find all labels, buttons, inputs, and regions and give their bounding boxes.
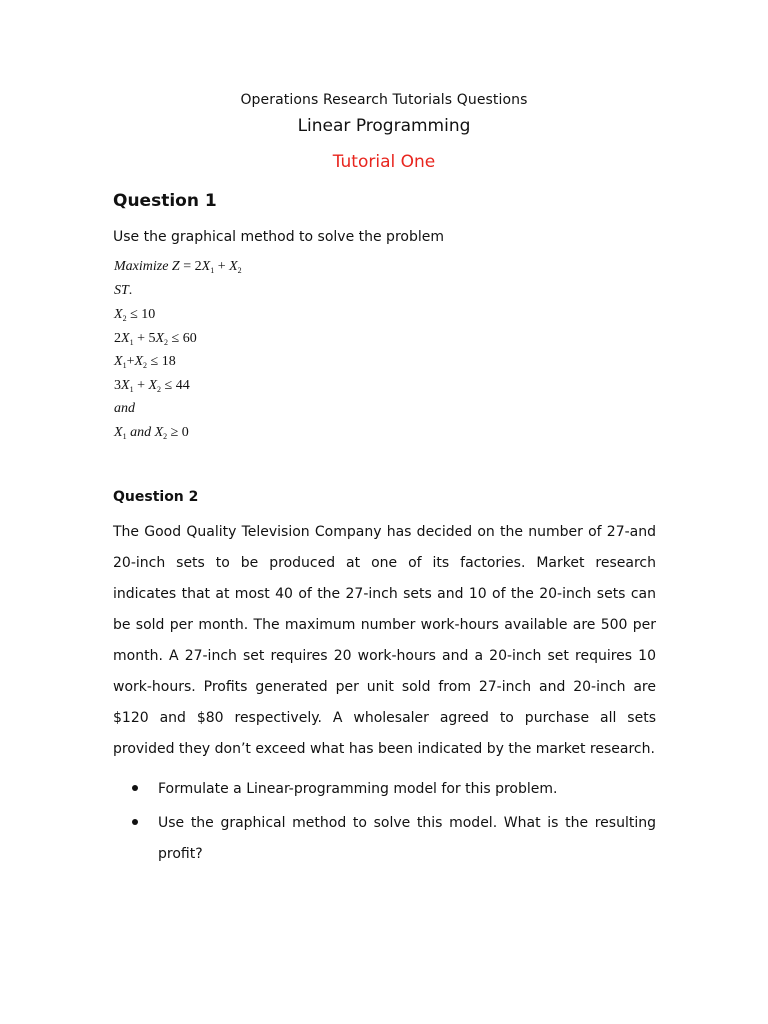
paragraph-line: provided they don’t exceed what has been indicated by the market research. — [113, 741, 655, 757]
paragraph-line: $120 and $80 respectively. A wholesaler agreed to purchase all sets — [113, 710, 656, 726]
constraint-2: $2X_1 + 5X_2 \le 60$ — [114, 331, 197, 347]
bullet-item — [113, 774, 656, 805]
paragraph-line: indicates that at most 40 of the 27-inch sets and 10 of the 20-inch sets can — [113, 586, 656, 602]
question-1-intro: Use the graphical method to solve the problem — [113, 229, 444, 245]
subject-to-label: ST. — [114, 283, 133, 298]
paragraph-line: work-hours. Profits generated per unit sold from 27-inch and 20-inch are — [113, 679, 656, 695]
bullet-icon — [132, 819, 138, 825]
and-label: and — [114, 401, 135, 416]
paragraph-line: month. A 27-inch set requires 20 work-hours and a 20-inch set requires 10 — [113, 648, 656, 664]
bullet-icon — [132, 785, 138, 791]
question-2-paragraph — [113, 517, 656, 765]
tutorial-title: Tutorial One — [332, 152, 436, 172]
course-title: Operations Research Tutorials Questions — [240, 92, 528, 108]
bullet-text: profit? — [158, 846, 203, 862]
question-2-bullet-list — [113, 774, 656, 870]
non-negativity-constraint: $X_1$ and $X_2 \ge 0$ — [114, 425, 189, 441]
bullet-item — [113, 808, 656, 870]
paragraph-line: 20-inch sets to be produced at one of its factories. Market research — [113, 555, 656, 571]
objective-function: Maximize $Z = 2X_1 + X_2$ — [114, 259, 242, 275]
bullet-text: Use the graphical method to solve this model. What is the resulting — [158, 815, 656, 831]
constraint-3: $X_1+X_2 \le 18$ — [114, 354, 176, 370]
constraint-1: $X_2 \le 10$ — [114, 307, 156, 323]
subject-title: Linear Programming — [297, 116, 471, 136]
constraint-4: $3X_1 + X_2 \le 44$ — [114, 378, 190, 394]
bullet-text: Formulate a Linear-programming model for this problem. — [158, 781, 558, 797]
paragraph-line: The Good Quality Television Company has decided on the number of 27-and — [113, 524, 656, 540]
question-2-heading: Question 2 — [113, 489, 199, 505]
question-1-heading: Question 1 — [113, 191, 217, 211]
paragraph-line: be sold per month. The maximum number work-hours available are 500 per — [113, 617, 656, 633]
